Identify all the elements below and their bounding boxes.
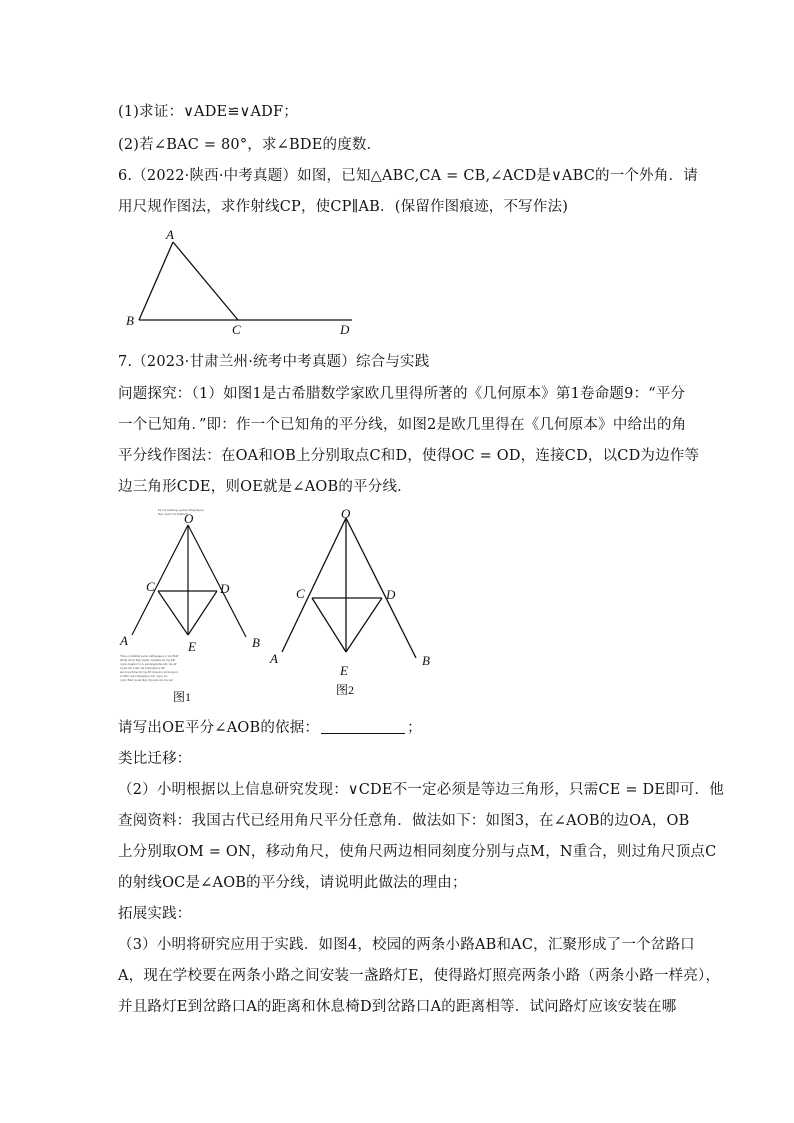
figure-1-caption: 图1 xyxy=(173,690,192,704)
label-b: B xyxy=(422,653,430,668)
answer-blank[interactable] xyxy=(321,719,405,734)
label-e: E xyxy=(340,663,348,678)
segment-ce xyxy=(158,591,188,635)
greek-text: τυχὸν σημεῖον τὸ Δ, καὶ ἀφῃρήσθω ἀπὸ τῆς ΑΓ xyxy=(120,662,177,666)
section-heading: 拓展实践： xyxy=(118,906,192,922)
fill-in-prompt: 请写出OE平分∠AOB的依据： xyxy=(118,720,320,736)
figure-2 xyxy=(262,502,442,700)
label-a: A xyxy=(270,651,278,666)
greek-text: Ἔστω ἡ δοθεῖσα γωνία εὐθύγραμμος ἡ ὑπὸ ΒΑΓ xyxy=(120,654,179,658)
text-line: 上分别取OM = ON，移动角尺，使角尺两边相同刻度分别与点M，N重合，则过角尺顶点C xyxy=(118,844,717,860)
segment-ab xyxy=(139,242,173,320)
label-e: E xyxy=(188,639,196,654)
text-line: 查阅资料：我国古代已经用角尺平分任意角．做法如下：如图3，在∠AOB的边OA，OB xyxy=(118,813,690,829)
label-d: D xyxy=(340,322,350,337)
label-d: D xyxy=(386,587,396,602)
text-line: 并且路灯E到岔路口A的距离和休息椅D到岔路口A的距离相等．试问路灯应该安装在哪 xyxy=(118,999,677,1015)
ray-ob xyxy=(188,525,246,637)
question-7-line: 7.（2023·甘肃兰州·统考中考真题）综合与实践 xyxy=(118,354,430,370)
triangle-figure xyxy=(118,222,368,340)
question-6-line: 6.（2022·陕西·中考真题）如图，已知△ABC,CA = CB,∠ACD是∨ABC的一个外角．请 xyxy=(118,168,698,184)
text-line: 平分线作图法：在OA和OB上分别取点C和D，使得OC = OD，连接CD，以CD为边作等 xyxy=(118,448,700,464)
label-c: C xyxy=(146,579,155,594)
label-a: A xyxy=(166,227,174,242)
label-a: A xyxy=(120,633,128,648)
text-line: A，现在学校要在两条小路之间安装一盏路灯E，使得路灯照亮两条小路（两条小路一样亮）， xyxy=(118,968,721,984)
text-line: (2)若∠BAC = 80°，求∠BDE的度数． xyxy=(118,137,382,153)
ray-oa xyxy=(282,518,346,652)
label-o: O xyxy=(184,511,194,526)
label-b: B xyxy=(126,313,134,328)
figure-2-caption: 图2 xyxy=(336,683,355,697)
text-line: 一个已知角．”即：作一个已知角的平分线，如图2是欧几里得在《几何原本》中给出的角 xyxy=(118,417,687,433)
segment-ac xyxy=(173,242,238,320)
segment-de xyxy=(346,598,382,652)
greek-text: τὸ ΔΕΖ, καὶ ἐπεζεύχθω ἡ ΑΖ· λέγω, ὅτι xyxy=(120,674,168,678)
label-o: O xyxy=(341,506,351,521)
fill-in-line xyxy=(118,718,678,738)
label-c: C xyxy=(296,586,305,601)
text-line: （3）小明将研究应用于实践．如图4，校园的两条小路AB和AC，汇聚形成了一个岔路口 xyxy=(118,937,695,953)
label-b: B xyxy=(252,635,260,650)
text-line: （2）小明根据以上信息研究发现：∨CDE不一定必须是等边三角形，只需CE = DE即可．他 xyxy=(118,782,724,798)
section-heading: 类比迁移： xyxy=(118,751,192,767)
segment-ce xyxy=(312,598,346,652)
label-c: C xyxy=(232,322,241,337)
greek-text: Εκ τοῦ δοθείσης γωνίας εὐθυγράμμου xyxy=(158,508,204,512)
figure-1 xyxy=(118,505,278,705)
label-d: D xyxy=(220,581,230,596)
text-line: 的射线OC是∠AOB的平分线，请说明此做法的理由； xyxy=(118,875,467,891)
text-line: 用尺规作图法，求作射线CP，使CP∥AB．(保留作图痕迹，不写作法) xyxy=(118,199,569,215)
text-line: (1)求证：∨ADE≌∨ADF； xyxy=(118,104,298,120)
ray-oa xyxy=(132,525,188,635)
greek-text: δίχα τεμεῖν τὴν δοθεῖσαν xyxy=(158,512,188,516)
greek-text: ἡ ὑπὸ ΒΑΓ γωνία δίχα τέτμηται ὑπὸ τῆς ΑΖ xyxy=(120,678,173,682)
greek-text: δεῖ δὴ αὐτὴν δίχα τεμεῖν. εἰλήφθω ἐπὶ τῆς ΑΒ xyxy=(120,658,175,662)
fill-in-end: ； xyxy=(407,720,422,736)
text-line: 边三角形CDE，则OE就是∠AOB的平分线． xyxy=(118,479,412,495)
segment-de xyxy=(188,591,217,635)
greek-text: τῇ ΑΔ ἴση ἡ ΑΕ, καὶ ἐπεζεύχθω ἡ ΔΕ xyxy=(120,666,165,670)
text-line: 问题探究：（1）如图1是古希腊数学家欧几里得所著的《几何原本》第1卷命题9：“平分 xyxy=(118,386,686,402)
greek-text: καὶ συνεστάτω ἐπὶ τῆς ΔΕ τρίγωνον ἰσόπλευρον xyxy=(120,670,178,674)
